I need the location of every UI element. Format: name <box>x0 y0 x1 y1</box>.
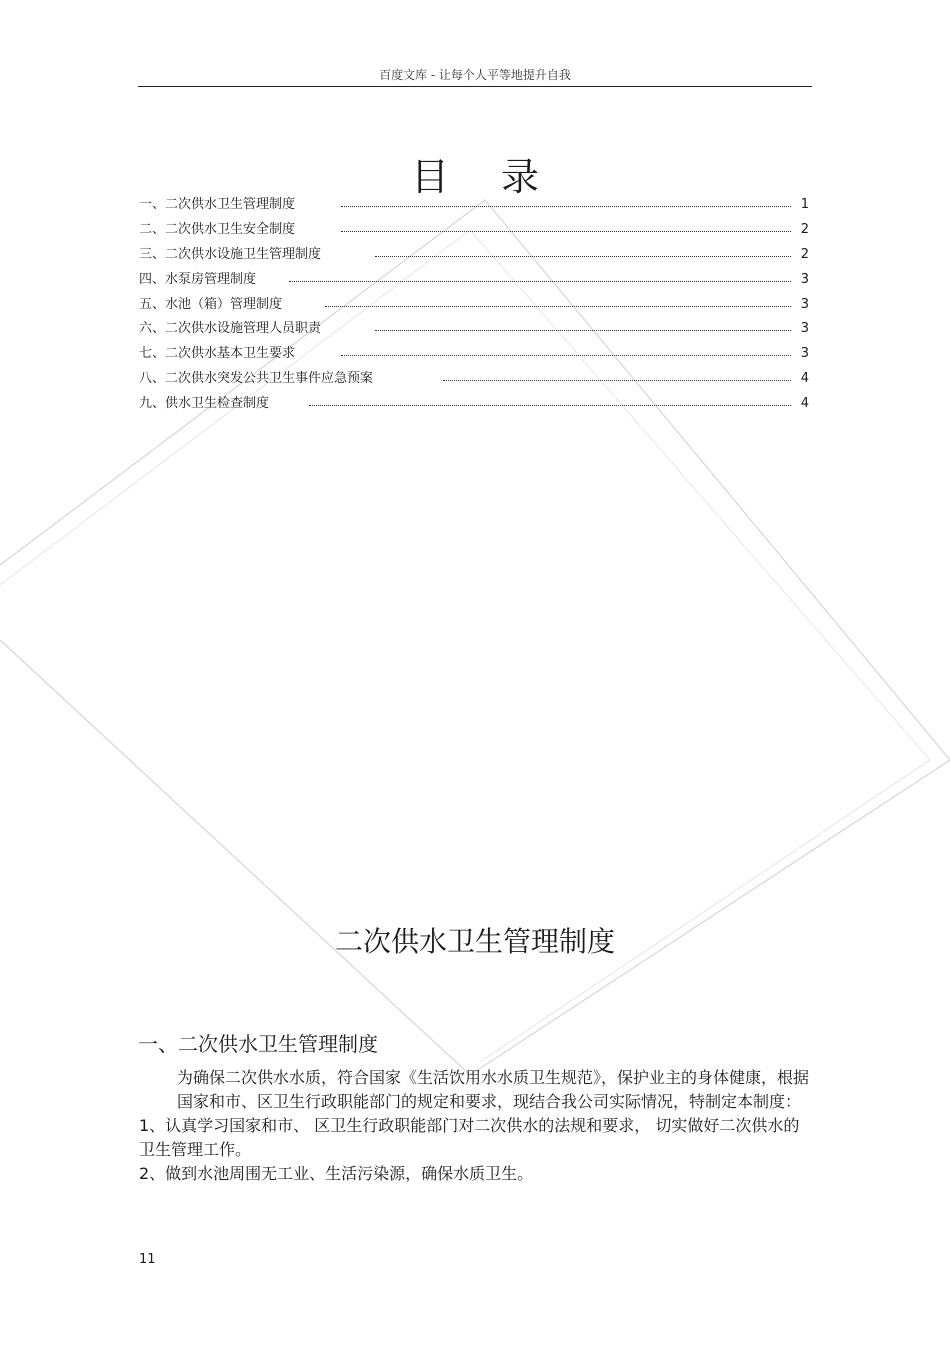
toc-entry[interactable] <box>139 345 811 370</box>
toc-leader-dots <box>443 380 791 381</box>
toc-title-right: 录 <box>501 155 540 199</box>
page-number: 11 <box>139 1252 156 1267</box>
toc-entry-label: 一、二次供水卫生管理制度 <box>139 197 296 212</box>
toc-entry[interactable] <box>139 296 811 321</box>
toc-entry-page: 2 <box>800 221 809 237</box>
toc-leader-dots <box>309 405 791 406</box>
toc-entry-page: 4 <box>800 396 809 412</box>
toc-title <box>0 146 950 201</box>
toc-entry[interactable] <box>139 221 811 246</box>
document-title: 二次供水卫生管理制度 <box>334 925 615 958</box>
toc-entry[interactable] <box>139 370 811 395</box>
toc-entry-label: 九、供水卫生检查制度 <box>139 396 270 412</box>
table-of-contents <box>139 196 811 420</box>
rule-paragraph-1: 1、认真学习国家和市、 区卫生行政职能部门对二次供水的法规和要求， 切实做好二次供水的卫生管理工作。 <box>139 1116 800 1159</box>
toc-entry-label: 二、二次供水卫生安全制度 <box>139 221 296 237</box>
toc-entry-page: 3 <box>800 271 809 287</box>
toc-leader-dots <box>289 281 791 282</box>
toc-leader-dots <box>375 330 791 331</box>
rule-paragraph-2: 2、做到水池周围无工业、生活污染源，确保水质卫生。 <box>139 1164 534 1183</box>
toc-entry-label: 五、水池（箱）管理制度 <box>139 296 283 312</box>
toc-entry[interactable] <box>139 271 811 296</box>
toc-entry-label: 七、二次供水基本卫生要求 <box>139 346 296 362</box>
toc-leader-dots <box>325 306 791 307</box>
toc-entry-label: 三、二次供水设施卫生管理制度 <box>139 246 322 262</box>
toc-entry-page: 4 <box>800 371 809 387</box>
toc-entry[interactable] <box>139 246 811 271</box>
toc-entry-label: 四、水泵房管理制度 <box>139 271 257 287</box>
section-heading: 一、二次供水卫生管理制度 <box>138 1032 378 1056</box>
page-header: 百度文库 - 让每个人平等地提升自我 <box>379 68 571 82</box>
toc-entry-page: 3 <box>800 296 809 312</box>
header-divider <box>138 86 812 87</box>
toc-leader-dots <box>341 206 791 207</box>
toc-entry-label: 六、二次供水设施管理人员职责 <box>139 321 322 337</box>
toc-leader-dots <box>341 231 791 232</box>
toc-leader-dots <box>375 256 791 257</box>
toc-entry-label: 八、二次供水突发公共卫生事件应急预案 <box>139 371 374 387</box>
toc-entry[interactable] <box>139 395 811 420</box>
toc-title-left: 目 <box>410 155 449 199</box>
toc-leader-dots <box>341 355 791 356</box>
intro-paragraph: 为确保二次供水水质，符合国家《生活饮用水水质卫生规范》，保护业主的身体健康，根据国家和市、区卫生行政职能部门的规定和要求，现结合我公司实际情况，特制定本制度： <box>177 1068 810 1111</box>
toc-entry-page: 2 <box>800 246 809 262</box>
toc-entry-page: 3 <box>800 346 809 362</box>
toc-entry-page: 1 <box>800 197 809 212</box>
toc-entry-page: 3 <box>800 321 809 337</box>
body-text <box>139 1066 811 1186</box>
toc-entry[interactable] <box>139 320 811 345</box>
toc-entry[interactable] <box>139 196 811 221</box>
